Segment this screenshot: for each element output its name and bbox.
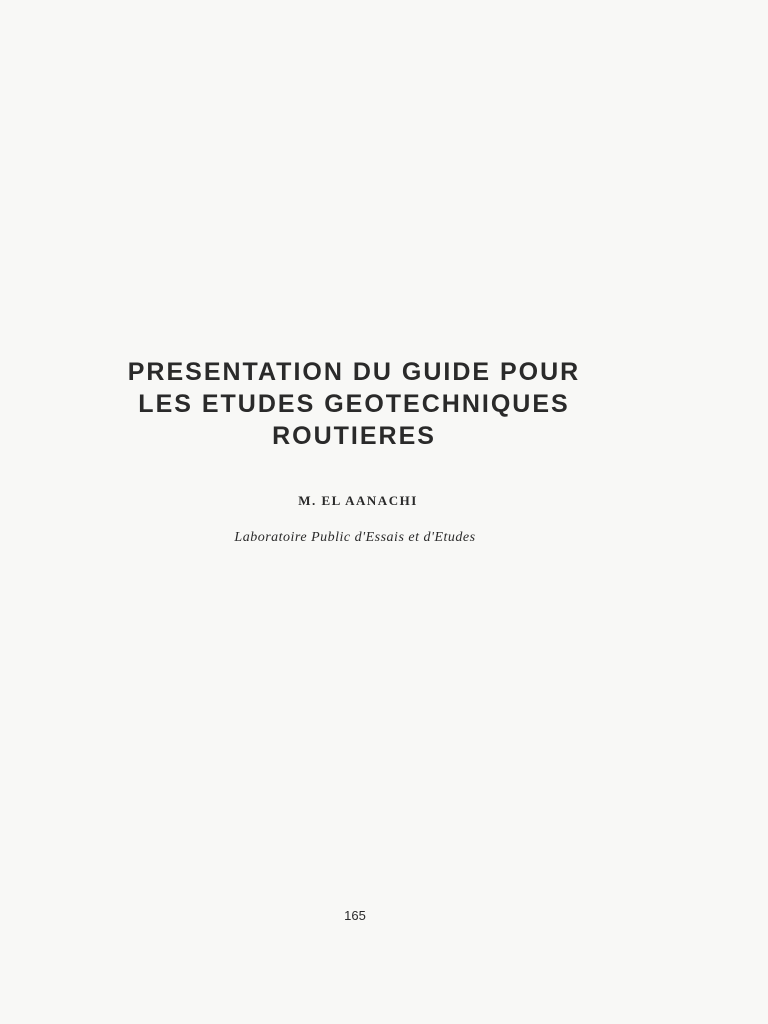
page-number: 165 (344, 908, 366, 923)
title-line-2: LES ETUDES GEOTECHNIQUES (138, 390, 570, 418)
author-name: M. EL AANACHI (298, 493, 418, 508)
article-title (0, 356, 708, 452)
title-line-1: PRESENTATION DU GUIDE POUR (127, 358, 581, 386)
title-line-3: ROUTIERES (272, 422, 436, 450)
author-affiliation: Laboratoire Public d'Essais et d'Etudes (234, 530, 476, 545)
